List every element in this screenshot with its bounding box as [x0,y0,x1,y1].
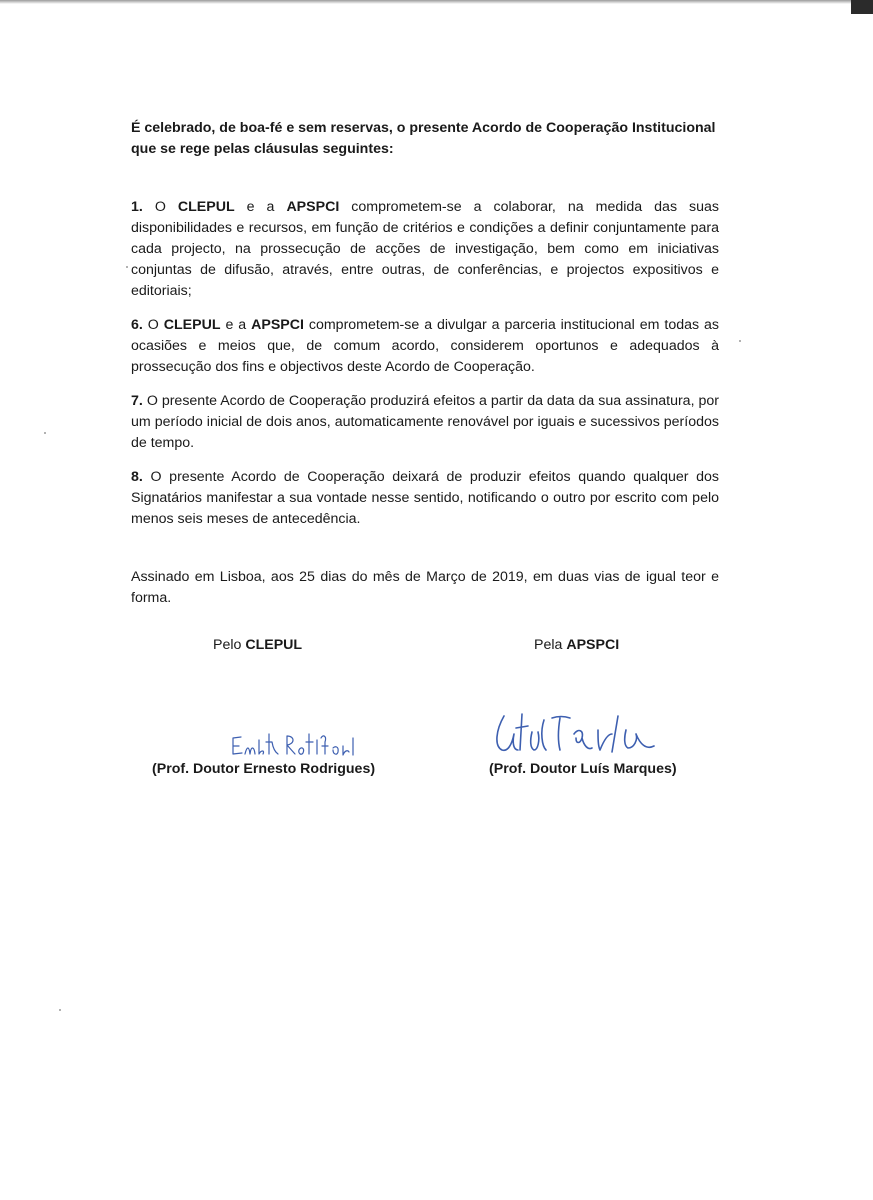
clause-number: 7. [131,393,143,409]
signatory-name-left: (Prof. Doutor Ernesto Rodrigues) [152,761,376,777]
clause-text: O presente Acordo de Cooperação produzirá efeitos a partir da data da sua assinatura, por um período inicial de dois anos, automaticamente renovável por iguais e sucessivos períodos de tempo. [131,393,719,451]
org-apspci: APSPCI [286,199,340,215]
agreement-body [131,118,719,609]
clause-text: e a [220,317,252,333]
clause-text: comprometem-se a divulgar a parceria institucional em todas as ocasiões e meios que, de comum acordo, considerem oportunos e adequados à prossecução dos fins e objectivos deste Acordo de Cooperação. [131,317,720,375]
label-prefix: Pela [534,637,567,653]
clause-8 [131,467,719,530]
signatory-label-right [534,637,619,653]
org-clepul: CLEPUL [163,317,221,333]
signature-left [225,728,365,762]
clause-text: O presente Acordo de Cooperação deixará de produzir efeitos quando qualquer dos Signatários manifestar a sua vontade nesse sentido, notificando o outro por escrito com pelo menos seis meses de antecedência. [131,469,719,527]
label-org: APSPCI [566,637,620,653]
label-prefix: Pelo [213,637,246,653]
clause-text: O [142,199,178,215]
scan-speck [44,432,46,434]
clause-text: comprometem-se a colaborar, na medida das suas disponibilidades e recursos, em função de critérios e condições a definir conjuntamente para cada projecto, na prossecução de acções de investigação, bem como em iniciativas conjuntas de difusão, através, entre outras, de conferências, e projectos expositivos e editoriais; [131,199,720,299]
clause-number: 1. [131,199,143,215]
intro-paragraph: É celebrado, de boa-fé e sem reservas, o presente Acordo de Cooperação Institucional que se rege pelas cláusulas seguintes: [131,120,716,157]
clause-number: 8. [131,469,143,485]
signatory-label-left [213,637,302,653]
scan-speck [126,266,128,268]
clause-1 [131,197,719,302]
clause-text: e a [234,199,287,215]
clause-6 [131,315,719,378]
clause-7 [131,391,719,454]
scan-corner-mark [851,0,873,14]
signatory-name-right: (Prof. Doutor Luís Marques) [489,761,677,777]
closing-statement: Assinado em Lisboa, aos 25 dias do mês de Março de 2019, em duas vias de igual teor e forma. [131,569,719,606]
clause-text: O [142,317,164,333]
scan-edge-top [0,0,873,4]
scan-speck [59,1009,61,1011]
label-org: CLEPUL [245,637,303,653]
clause-number: 6. [131,317,143,333]
scan-speck [739,340,741,342]
org-apspci: APSPCI [251,317,304,333]
org-clepul: CLEPUL [177,199,235,215]
